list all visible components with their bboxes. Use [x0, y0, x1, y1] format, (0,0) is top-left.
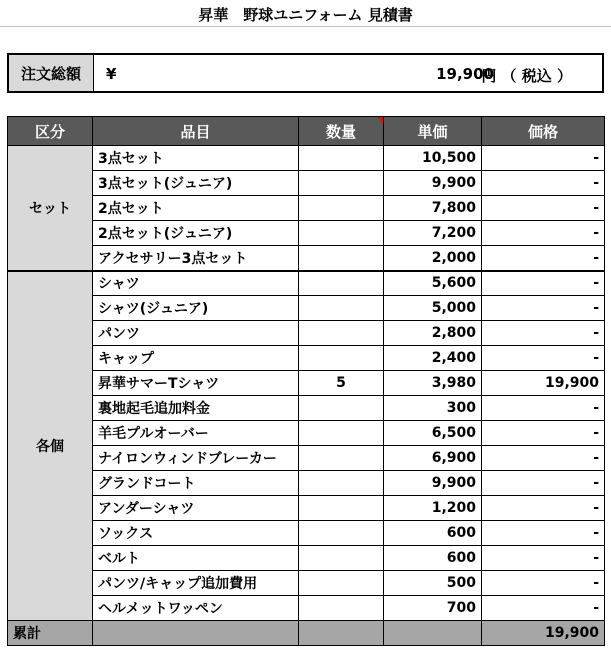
- table-row: [8, 546, 605, 571]
- table-row: [8, 171, 605, 196]
- unit-price-cell[interactable]: 3,980: [384, 371, 482, 396]
- price-cell[interactable]: -: [482, 521, 605, 546]
- item-cell[interactable]: 2点セット(ジュニア): [93, 221, 299, 246]
- table-row: [8, 496, 605, 521]
- order-total-box: [7, 53, 604, 93]
- item-cell[interactable]: 裏地起毛追加料金: [93, 396, 299, 421]
- table-footer-row: [8, 621, 605, 646]
- price-cell[interactable]: -: [482, 396, 605, 421]
- order-total-label: 注文総額: [9, 55, 94, 91]
- order-total-value-cell[interactable]: [94, 55, 602, 91]
- price-cell[interactable]: -: [482, 171, 605, 196]
- item-cell[interactable]: 昇華サマーTシャツ: [93, 371, 299, 396]
- item-cell[interactable]: ヘルメットワッペン: [93, 596, 299, 621]
- unit-price-cell[interactable]: 5,000: [384, 296, 482, 321]
- comment-marker-icon[interactable]: [377, 117, 383, 123]
- table-row: [8, 596, 605, 621]
- price-cell[interactable]: 19,900: [482, 371, 605, 396]
- quantity-cell[interactable]: [299, 446, 384, 471]
- quantity-cell[interactable]: [299, 346, 384, 371]
- quantity-cell[interactable]: [299, 546, 384, 571]
- order-total-amount: 19,900: [436, 65, 494, 83]
- price-cell[interactable]: -: [482, 571, 605, 596]
- unit-price-cell[interactable]: 9,900: [384, 171, 482, 196]
- price-cell[interactable]: -: [482, 146, 605, 171]
- item-cell[interactable]: グランドコート: [93, 471, 299, 496]
- item-cell[interactable]: ナイロンウィンドブレーカー: [93, 446, 299, 471]
- quantity-cell[interactable]: [299, 471, 384, 496]
- table-row: [8, 146, 605, 171]
- estimate-table: [7, 116, 605, 646]
- item-cell[interactable]: シャツ(ジュニア): [93, 296, 299, 321]
- price-cell[interactable]: -: [482, 321, 605, 346]
- quantity-cell[interactable]: [299, 396, 384, 421]
- table-row: [8, 371, 605, 396]
- table-row: [8, 521, 605, 546]
- unit-price-cell[interactable]: 600: [384, 521, 482, 546]
- unit-price-cell[interactable]: 9,900: [384, 471, 482, 496]
- header-unit-price[interactable]: 単価: [384, 117, 482, 146]
- footer-total[interactable]: 19,900: [482, 621, 605, 646]
- table-row: [8, 321, 605, 346]
- table-row: [8, 471, 605, 496]
- unit-price-cell[interactable]: 7,200: [384, 221, 482, 246]
- footer-label[interactable]: 累計: [8, 621, 93, 646]
- item-cell[interactable]: 3点セット: [93, 146, 299, 171]
- item-cell[interactable]: パンツ/キャップ追加費用: [93, 571, 299, 596]
- header-price[interactable]: 価格: [482, 117, 605, 146]
- table-row: [8, 346, 605, 371]
- quantity-cell[interactable]: [299, 571, 384, 596]
- footer-empty-cell[interactable]: [93, 621, 299, 646]
- title-divider: [0, 26, 611, 27]
- table-body: [8, 146, 605, 621]
- footer-empty-cell[interactable]: [384, 621, 482, 646]
- price-cell[interactable]: -: [482, 221, 605, 246]
- page-title: 昇華 野球ユニフォーム 見積書: [198, 6, 413, 24]
- price-cell[interactable]: -: [482, 196, 605, 221]
- item-cell[interactable]: アンダーシャツ: [93, 496, 299, 521]
- unit-price-cell[interactable]: 2,400: [384, 346, 482, 371]
- quantity-cell[interactable]: [299, 296, 384, 321]
- quantity-cell[interactable]: [299, 521, 384, 546]
- unit-price-cell[interactable]: 5,600: [384, 271, 482, 296]
- item-cell[interactable]: キャップ: [93, 346, 299, 371]
- category-cell[interactable]: 各個: [8, 271, 93, 621]
- item-cell[interactable]: 3点セット(ジュニア): [93, 171, 299, 196]
- quantity-cell[interactable]: [299, 196, 384, 221]
- unit-price-cell[interactable]: 7,800: [384, 196, 482, 221]
- unit-price-cell[interactable]: 10,500: [384, 146, 482, 171]
- quantity-cell[interactable]: [299, 246, 384, 271]
- header-quantity-label: 数量: [325, 122, 356, 141]
- unit-price-cell[interactable]: 2,800: [384, 321, 482, 346]
- table-row: [8, 571, 605, 596]
- footer-empty-cell[interactable]: [299, 621, 384, 646]
- header-item[interactable]: 品目: [93, 117, 299, 146]
- price-cell[interactable]: -: [482, 296, 605, 321]
- table-row: [8, 446, 605, 471]
- price-cell[interactable]: -: [482, 271, 605, 296]
- quantity-cell[interactable]: [299, 171, 384, 196]
- table-row: [8, 196, 605, 221]
- price-cell[interactable]: -: [482, 246, 605, 271]
- price-cell[interactable]: -: [482, 421, 605, 446]
- item-cell[interactable]: パンツ: [93, 321, 299, 346]
- table-row: [8, 221, 605, 246]
- unit-price-cell[interactable]: 6,500: [384, 421, 482, 446]
- table-row: [8, 421, 605, 446]
- item-cell[interactable]: 2点セット: [93, 196, 299, 221]
- unit-price-cell[interactable]: 600: [384, 546, 482, 571]
- quantity-cell[interactable]: [299, 596, 384, 621]
- header-category[interactable]: 区分: [8, 117, 93, 146]
- item-cell[interactable]: ソックス: [93, 521, 299, 546]
- table-row: [8, 296, 605, 321]
- quantity-cell[interactable]: [299, 321, 384, 346]
- price-cell[interactable]: -: [482, 546, 605, 571]
- quantity-cell[interactable]: [299, 146, 384, 171]
- unit-price-cell[interactable]: 300: [384, 396, 482, 421]
- table-header-row: [8, 117, 605, 146]
- currency-symbol: ¥: [106, 65, 117, 83]
- item-cell[interactable]: ベルト: [93, 546, 299, 571]
- unit-price-cell[interactable]: 500: [384, 571, 482, 596]
- price-cell[interactable]: -: [482, 596, 605, 621]
- table-row: [8, 246, 605, 271]
- unit-price-cell[interactable]: 2,000: [384, 246, 482, 271]
- item-cell[interactable]: 羊毛プルオーバー: [93, 421, 299, 446]
- category-cell[interactable]: セット: [8, 146, 93, 271]
- quantity-cell[interactable]: [299, 271, 384, 296]
- unit-price-cell[interactable]: 700: [384, 596, 482, 621]
- item-cell[interactable]: シャツ: [93, 271, 299, 296]
- quantity-cell[interactable]: 5: [299, 371, 384, 396]
- quantity-cell[interactable]: [299, 496, 384, 521]
- price-cell[interactable]: -: [482, 346, 605, 371]
- item-cell[interactable]: アクセサリー3点セット: [93, 246, 299, 271]
- price-cell[interactable]: -: [482, 496, 605, 521]
- quantity-cell[interactable]: [299, 221, 384, 246]
- order-total-unit: 円 （ 税込 ）: [481, 67, 572, 85]
- unit-price-cell[interactable]: 1,200: [384, 496, 482, 521]
- price-cell[interactable]: -: [482, 446, 605, 471]
- quantity-cell[interactable]: [299, 421, 384, 446]
- table-row: [8, 396, 605, 421]
- table-row: [8, 271, 605, 296]
- unit-price-cell[interactable]: 6,900: [384, 446, 482, 471]
- header-quantity[interactable]: [299, 117, 384, 146]
- price-cell[interactable]: -: [482, 471, 605, 496]
